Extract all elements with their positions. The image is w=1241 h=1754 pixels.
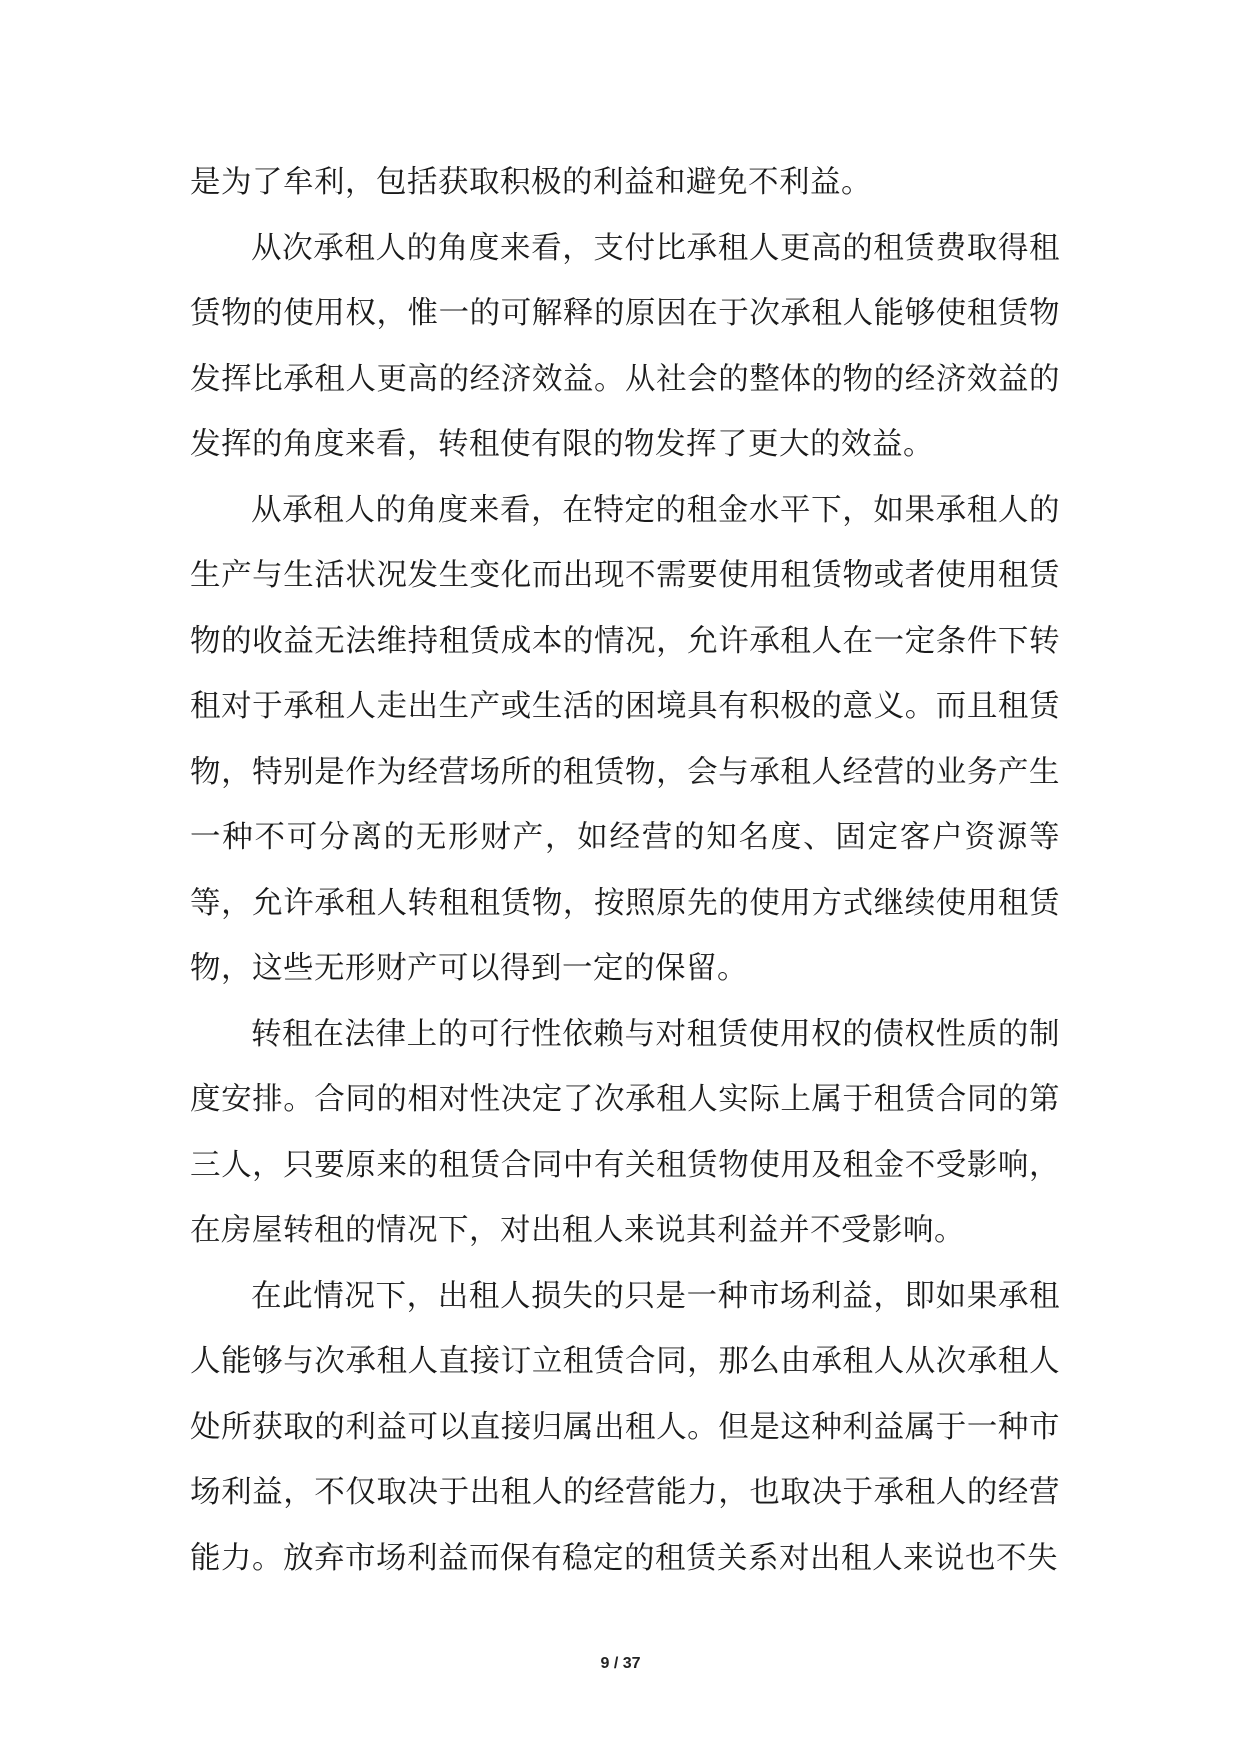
paragraph: 在此情况下，出租人损失的只是一种市场利益，即如果承租人能够与次承租人直接订立租赁合同，那么由承租人从次承租人处所获取的利益可以直接归属出租人。但是这种利益属于一种市场利益，不仅取决于出租人的经营能力，也取决于承租人的经营能力。放弃市场利益而保有稳定的租赁关系对出租人来说也不失 [190,1278,1060,1576]
page-number: 9 / 37 [600,1655,641,1672]
paragraph: 从次承租人的角度来看，支付比承租人更高的租赁费取得租赁物的使用权，惟一的可解释的原因在于次承租人能够使租赁物发挥比承租人更高的经济效益。从社会的整体的物的经济效益的发挥的角度来看，转租使有限的物发挥了更大的效益。 [190,230,1060,462]
document-body [190,150,1060,1591]
paragraph: 是为了牟利，包括获取积极的利益和避免不利益。 [190,165,872,200]
paragraph: 转租在法律上的可行性依赖与对租赁使用权的债权性质的制度安排。合同的相对性决定了次承租人实际上属于租赁合同的第三人，只要原来的租赁合同中有关租赁物使用及租金不受影响，在房屋转租的情况下，对出租人来说其利益并不受影响。 [190,1016,1060,1248]
paragraph: 从承租人的角度来看，在特定的租金水平下，如果承租人的生产与生活状况发生变化而出现不需要使用租赁物或者使用租赁物的收益无法维持租赁成本的情况，允许承租人在一定条件下转租对于承租人走出生产或生活的困境具有积极的意义。而且租赁物，特别是作为经营场所的租赁物，会与承租人经营的业务产生一种不可分离的无形财产，如经营的知名度、固定客户资源等等，允许承租人转租租赁物，按照原先的使用方式继续使用租赁物，这些无形财产可以得到一定的保留。 [190,492,1060,986]
